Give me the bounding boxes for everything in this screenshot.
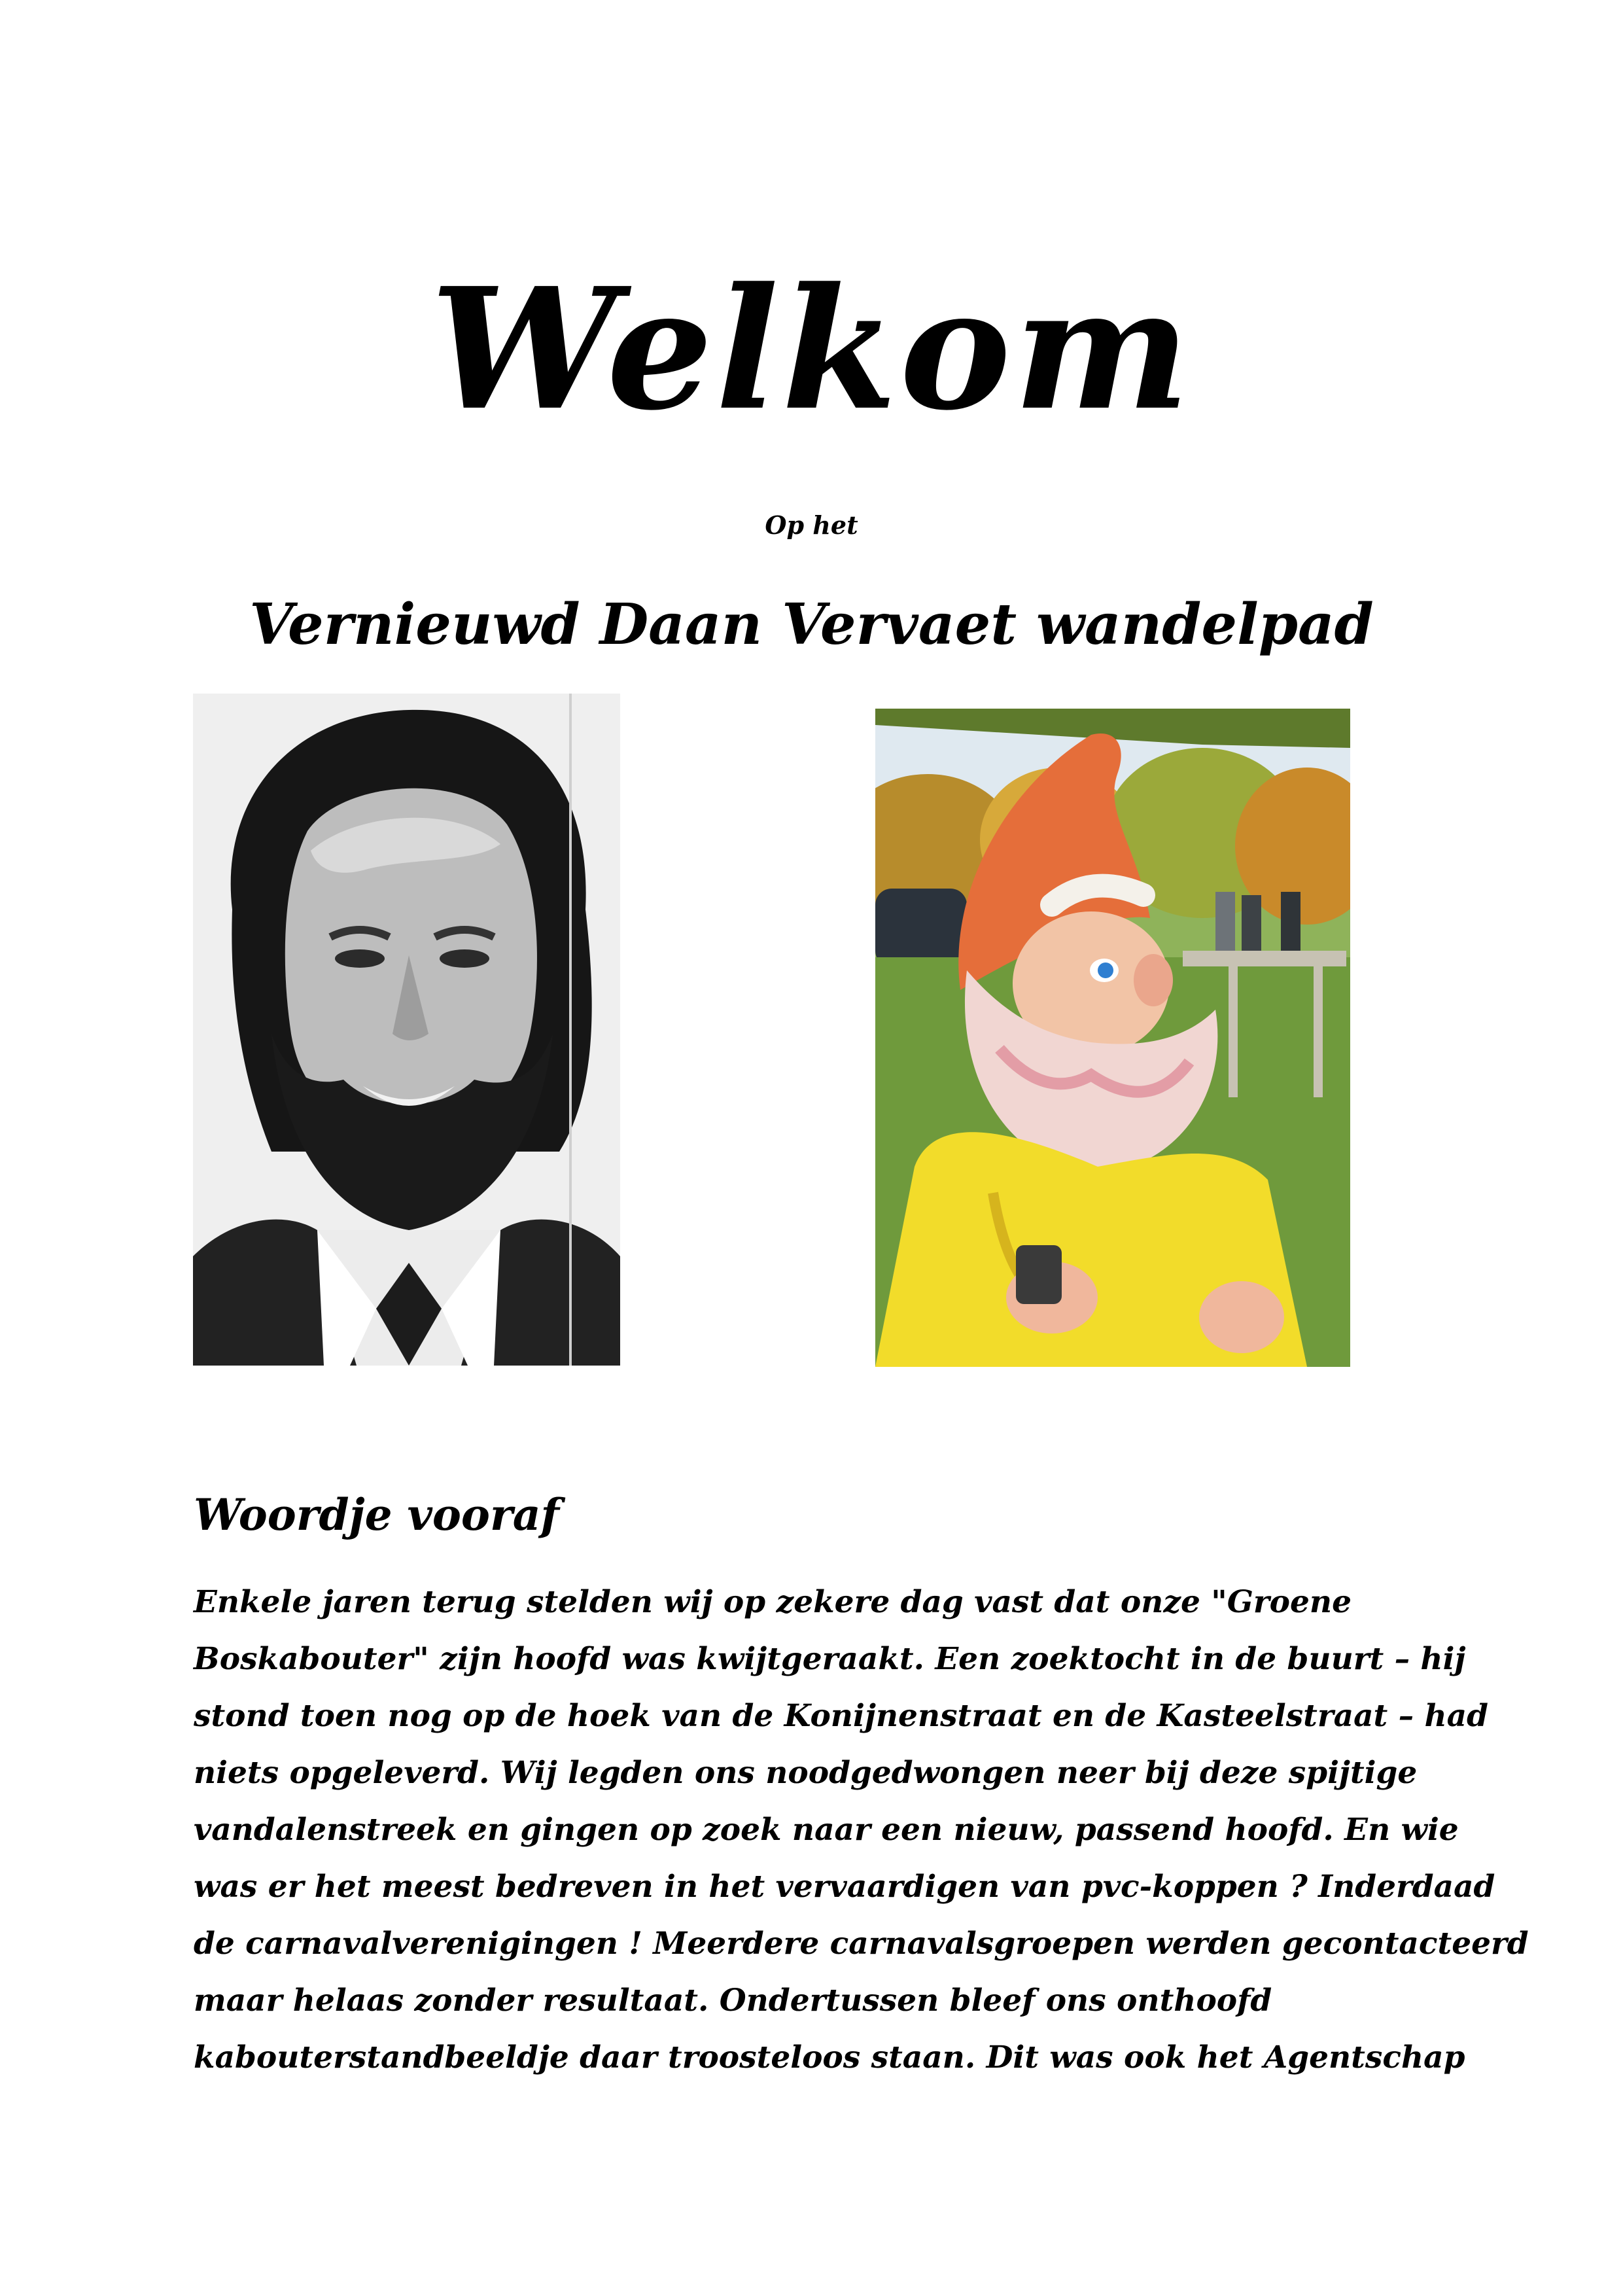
body-line: de carnavalverenigingen ! Meerdere carnavalsgroepen werden gecontacteerd	[194, 1926, 1529, 1962]
body-line: vandalenstreek en gingen op zoek naar een nieuw, passend hoofd. En wie	[194, 1812, 1459, 1848]
section-heading: Woordje vooraf	[194, 1489, 559, 1540]
body-line: Enkele jaren terug stelden wij op zekere dag vast dat onze "Groene	[194, 1584, 1352, 1620]
body-line: maar helaas zonder resultaat. Ondertussen bleef ons onthoofd	[194, 1983, 1272, 2019]
body-line: Boskabouter" zijn hoofd was kwijtgeraakt. Een zoektocht in de buurt – hij	[194, 1641, 1466, 1677]
body-line: was er het meest bedreven in het vervaardigen van pvc-koppen ? Inderdaad	[194, 1869, 1495, 1905]
portrait-photo	[193, 694, 620, 1366]
page-title: Welkom	[430, 252, 1193, 448]
body-paragraph	[194, 1574, 1529, 2086]
body-line: stond toen nog op de hoek van de Konijnenstraat en de Kasteelstraat – had	[194, 1698, 1488, 1734]
subtitle: Vernieuwd Daan Vervaet wandelpad	[249, 592, 1374, 658]
body-line: kabouterstandbeeldje daar troosteloos staan. Dit was ook het Agentschap	[194, 2040, 1465, 2075]
body-line: niets opgeleverd. Wij legden ons noodgedwongen neer bij deze spijtige	[194, 1755, 1418, 1791]
subtitle-intro: Op het	[765, 510, 858, 540]
gnome-photo	[875, 709, 1350, 1367]
